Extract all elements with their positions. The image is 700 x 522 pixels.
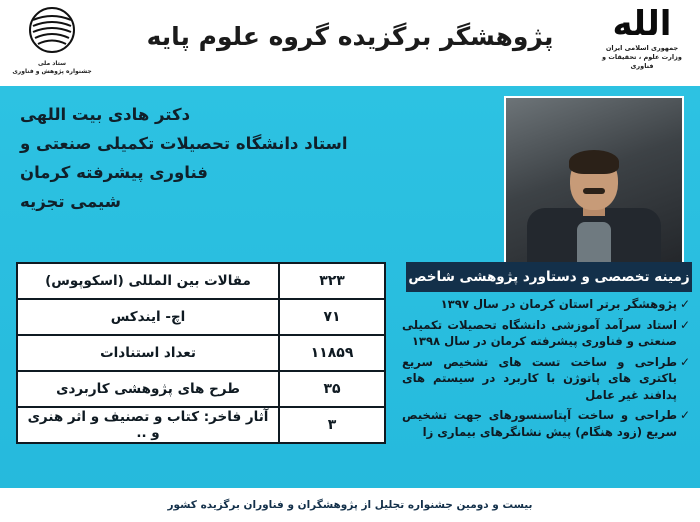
expertise-item-text: طراحی و ساخت تست های تشخیص سریع باکتری های پاتوژن با کاربرد در سیستم های پدافند غیر عامل	[402, 354, 677, 402]
researcher-field: شیمی تجزیه	[20, 192, 122, 211]
page-title: پژوهشگر برگزیده گروه علوم پایه	[146, 22, 554, 51]
table-row	[18, 300, 384, 336]
table-row	[18, 408, 384, 442]
photo-shirt	[577, 222, 611, 266]
content-area	[0, 86, 700, 522]
stats-label: آثار فاخر: کتاب و تصنیف و اثر هنری و ..	[27, 409, 269, 441]
check-icon: ✓	[679, 354, 690, 369]
expertise-item-text: پژوهشگر برتر استان کرمان در سال ۱۳۹۷	[440, 297, 677, 311]
ministry-emblem-icon: الله	[612, 4, 672, 44]
stats-value: ۳۵	[278, 372, 384, 406]
list-item	[402, 407, 690, 440]
check-icon: ✓	[679, 297, 690, 311]
ministry-emblem-logo	[594, 4, 690, 82]
stats-label: اچ- ایندکس	[110, 309, 186, 325]
ministry-emblem-caption-line1: جمهوری اسلامی ایران	[605, 44, 679, 52]
stats-label: تعداد استنادات	[100, 345, 196, 361]
stats-value: ۱۱۸۵۹	[278, 336, 384, 370]
header	[0, 0, 700, 86]
researcher-affiliation-line2: فناوری پیشرفته کرمان	[20, 163, 208, 182]
list-item	[402, 296, 690, 313]
photo-hair	[569, 150, 619, 174]
stats-table	[16, 262, 386, 444]
stats-value: ۳۲۳	[278, 264, 384, 298]
photo-portrait-figure	[519, 150, 669, 266]
stats-label: مقالات بین المللی (اسکوپوس)	[45, 273, 251, 289]
researcher-affiliation-line1: استاد دانشگاه تحصیلات تکمیلی صنعتی و	[20, 134, 348, 153]
researcher-name: دکتر هادی بیت اللهی	[20, 105, 191, 124]
check-icon: ✓	[679, 317, 690, 332]
table-row	[18, 264, 384, 300]
festival-emblem-caption	[8, 60, 96, 76]
expertise-item-text: طراحی و ساخت آپتاسنسورهای جهت تشخیص سریع (زود هنگام) پیش نشانگرهای بیماری زا	[402, 408, 677, 439]
festival-emblem-caption-line1: ستاد ملی	[37, 60, 66, 67]
list-item	[402, 354, 690, 404]
check-icon: ✓	[679, 408, 690, 422]
table-row	[18, 336, 384, 372]
list-item	[402, 317, 690, 350]
expertise-list	[402, 296, 690, 444]
expertise-header-label: زمینه تخصصی و دستاورد پژوهشی شاخص	[408, 269, 690, 285]
festival-emblem-caption-line2: جشنواره پژوهش و فناوری	[12, 68, 92, 75]
expertise-item-text: استاد سرآمد آموزشی دانشگاه تحصیلات تکمیلی صنعتی و فناوری پیشرفته کرمان در سال ۱۳۹۸	[402, 317, 677, 348]
footer	[0, 488, 700, 522]
researcher-identity	[20, 100, 440, 216]
researcher-photo	[504, 96, 684, 268]
stats-label: طرح های پژوهشی کاربردی	[56, 381, 240, 397]
table-row	[18, 372, 384, 408]
footer-text: بیست و دومین جشنواره تجلیل از پژوهشگران و فناوران برگزیده کشور	[167, 499, 533, 511]
stats-value: ۳	[278, 408, 384, 442]
ministry-emblem-caption-line2: وزارت علوم ، تحقیقات و فناوری	[602, 53, 682, 70]
stats-value: ۷۱	[278, 300, 384, 334]
photo-moustache	[583, 188, 605, 194]
expertise-header	[406, 262, 692, 292]
